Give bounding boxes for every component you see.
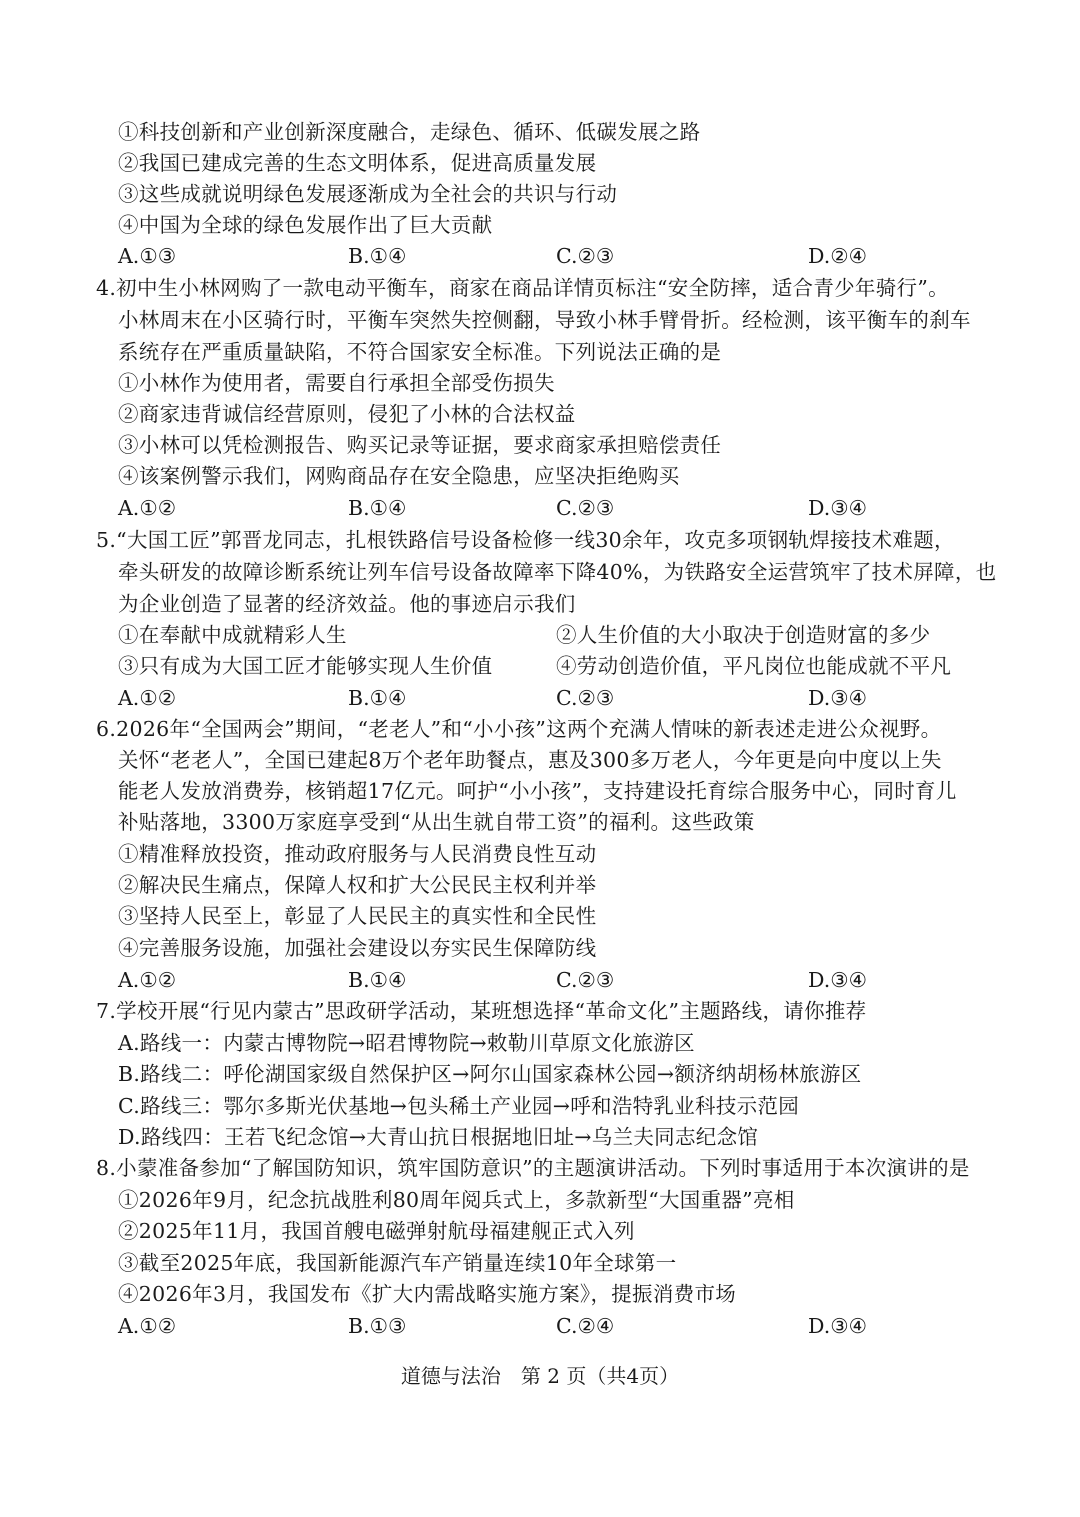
q4-stem-line-1: 4.初中生小林网购了一款电动平衡车，商家在商品详情页标注“安全防摔，适合青少年骑行”。 xyxy=(96,276,949,300)
q3-statement-1: ①科技创新和产业创新深度融合，走绿色、循环、低碳发展之路 xyxy=(118,120,701,144)
q4-option-d: D.③④ xyxy=(808,496,867,520)
q4-statement-3: ③小林可以凭检测报告、购买记录等证据，要求商家承担赔偿责任 xyxy=(118,433,722,457)
q3-option-b: B.①④ xyxy=(348,244,407,268)
q4-option-b: B.①④ xyxy=(348,496,407,520)
q6-stem-line-1: 6.2026年“全国两会”期间，“老老人”和“小小孩”这两个充满人情味的新表述走进公众视野。 xyxy=(96,717,942,741)
q5-option-b: B.①④ xyxy=(348,686,407,710)
page-footer: 道德与法治 第 2 页（共4页） xyxy=(400,1364,680,1388)
q5-stem-line-1: 5.“大国工匠”郭晋龙同志，扎根铁路信号设备检修一线30余年，攻克多项钢轨焊接技术难题， xyxy=(96,528,955,552)
q5-statement-4: ④劳动创造价值，平凡岗位也能成就不平凡 xyxy=(556,654,952,678)
q7-option-c: C.路线三：鄂尔多斯光伏基地→包头稀土产业园→呼和浩特乳业科技示范园 xyxy=(118,1094,800,1118)
q7-stem: 7.学校开展“行见内蒙古”思政研学活动，某班想选择“革命文化”主题路线，请你推荐 xyxy=(96,999,867,1023)
q7-option-d: D.路线四：王若飞纪念馆→大青山抗日根据地旧址→乌兰夫同志纪念馆 xyxy=(118,1125,759,1149)
q8-statement-2: ②2025年11月，我国首艘电磁弹射航母福建舰正式入列 xyxy=(118,1219,635,1243)
q8-option-d: D.③④ xyxy=(808,1314,867,1338)
q6-statement-4: ④完善服务设施，加强社会建设以夯实民生保障防线 xyxy=(118,936,597,960)
q5-statement-2: ②人生价值的大小取决于创造财富的多少 xyxy=(556,623,931,647)
q7-option-a: A.路线一：内蒙古博物院→昭君博物院→敕勒川草原文化旅游区 xyxy=(118,1031,695,1055)
q6-option-a: A.①② xyxy=(118,968,177,992)
q4-option-a: A.①② xyxy=(118,496,177,520)
q6-statement-1: ①精准释放投资，推动政府服务与人民消费良性互动 xyxy=(118,842,597,866)
q3-statement-3: ③这些成就说明绿色发展逐渐成为全社会的共识与行动 xyxy=(118,182,618,206)
q4-statement-2: ②商家违背诚信经营原则，侵犯了小林的合法权益 xyxy=(118,402,576,426)
q6-option-c: C.②③ xyxy=(556,968,615,992)
q6-stem-line-4: 补贴落地，3300万家庭享受到“从出生就自带工资”的福利。这些政策 xyxy=(118,810,755,834)
q8-option-c: C.②④ xyxy=(556,1314,615,1338)
q8-stem: 8.小蒙准备参加“了解国防知识，筑牢国防意识”的主题演讲活动。下列时事适用于本次演讲的是 xyxy=(96,1156,970,1180)
q3-statement-4: ④中国为全球的绿色发展作出了巨大贡献 xyxy=(118,213,493,237)
q3-option-a: A.①③ xyxy=(118,244,177,268)
q5-stem-line-2: 牵头研发的故障诊断系统让列车信号设备故障率下降40%，为铁路安全运营筑牢了技术屏障，也 xyxy=(118,560,997,584)
q3-option-d: D.②④ xyxy=(808,244,867,268)
q6-option-b: B.①④ xyxy=(348,968,407,992)
q8-option-a: A.①② xyxy=(118,1314,177,1338)
q8-statement-4: ④2026年3月，我国发布《扩大内需战略实施方案》，提振消费市场 xyxy=(118,1282,737,1306)
q6-stem-line-3: 能老人发放消费券，核销超17亿元。呵护“小小孩”，支持建设托育综合服务中心，同时育儿 xyxy=(118,779,957,803)
q4-statement-4: ④该案例警示我们，网购商品存在安全隐患，应坚决拒绝购买 xyxy=(118,464,680,488)
q6-statement-2: ②解决民生痛点，保障人权和扩大公民民主权利并举 xyxy=(118,873,597,897)
q6-statement-3: ③坚持人民至上，彰显了人民民主的真实性和全民性 xyxy=(118,904,597,928)
q4-stem-line-3: 系统存在严重质量缺陷，不符合国家安全标准。下列说法正确的是 xyxy=(118,340,722,364)
q4-option-c: C.②③ xyxy=(556,496,615,520)
q7-option-b: B.路线二：呼伦湖国家级自然保护区→阿尔山国家森林公园→额济纳胡杨林旅游区 xyxy=(118,1062,862,1086)
q4-statement-1: ①小林作为使用者，需要自行承担全部受伤损失 xyxy=(118,371,555,395)
q5-option-d: D.③④ xyxy=(808,686,867,710)
q5-stem-line-3: 为企业创造了显著的经济效益。他的事迹启示我们 xyxy=(118,592,576,616)
q8-statement-1: ①2026年9月，纪念抗战胜利80周年阅兵式上，多款新型“大国重器”亮相 xyxy=(118,1188,795,1212)
q5-statement-1: ①在奉献中成就精彩人生 xyxy=(118,623,347,647)
q4-stem-line-2: 小林周末在小区骑行时，平衡车突然失控侧翻，导致小林手臂骨折。经检测，该平衡车的刹车 xyxy=(118,308,971,332)
q3-option-c: C.②③ xyxy=(556,244,615,268)
q6-option-d: D.③④ xyxy=(808,968,867,992)
q3-statement-2: ②我国已建成完善的生态文明体系，促进高质量发展 xyxy=(118,151,597,175)
q8-option-b: B.①③ xyxy=(348,1314,407,1338)
q8-statement-3: ③截至2025年底，我国新能源汽车产销量连续10年全球第一 xyxy=(118,1251,677,1275)
q5-option-c: C.②③ xyxy=(556,686,615,710)
q6-stem-line-2: 关怀“老老人”，全国已建起8万个老年助餐点，惠及300多万老人，今年更是向中度以上失 xyxy=(118,748,942,772)
q5-option-a: A.①② xyxy=(118,686,177,710)
q5-statement-3: ③只有成为大国工匠才能够实现人生价值 xyxy=(118,654,493,678)
